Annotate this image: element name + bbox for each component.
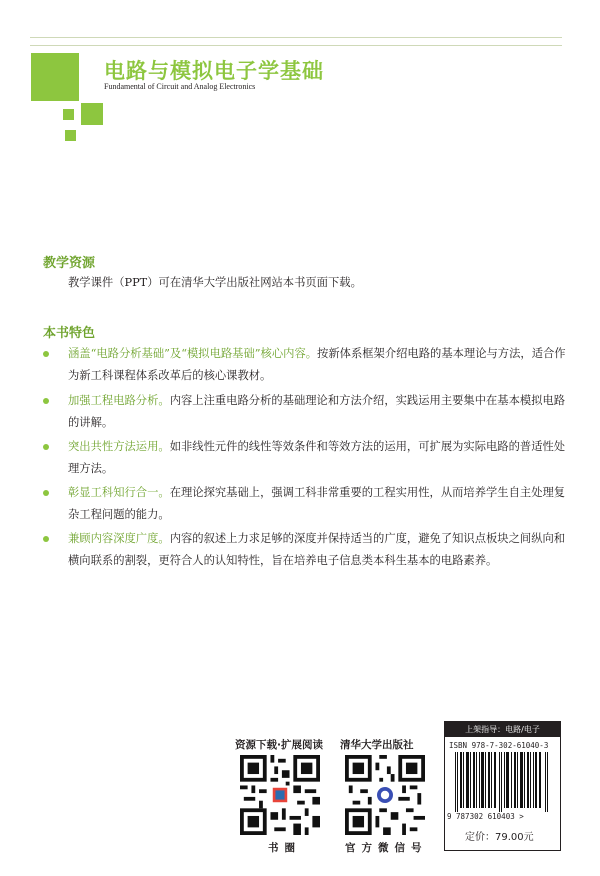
bullet-icon — [43, 490, 49, 496]
isbn-text: ISBN 978-7-302-61040-3 — [449, 741, 549, 750]
feature-highlight: 兼顾内容深度广度。 — [68, 532, 170, 545]
qr-code-left[interactable] — [240, 755, 320, 835]
feature-body: 在理论探究基础上，强调工科非常重要的工程实用性，从而培养学生自主处理复杂工程问题的能力。 — [68, 486, 566, 521]
feature-highlight: 加强工程电路分析。 — [68, 394, 170, 407]
feature-body: 按新体系框架介绍电路的基本理论与方法，适合作为新工科课程体系改革后的核心课教材。 — [68, 347, 566, 382]
feature-item — [68, 528, 568, 572]
top-rule-1 — [30, 37, 562, 38]
book-title-english: Fundamental of Circuit and Analog Electronics — [104, 82, 256, 91]
qr-right-caption: 官方微信号 — [345, 842, 428, 854]
resources-heading: 教学资源 — [43, 256, 96, 271]
logo-square-medium — [81, 103, 103, 125]
feature-body: 内容上注重电路分析的基础理论和方法介绍，实践运用主要集中在基本模拟电路的讲解。 — [68, 394, 566, 429]
feature-body: 如非线性元件的线性等效条件和等效方法的运用，可扩展为实际电路的普适性处理方法。 — [68, 440, 566, 475]
barcode-panel — [444, 721, 561, 851]
features-heading: 本书特色 — [43, 326, 96, 341]
feature-highlight: 突出共性方法运用。 — [68, 440, 170, 453]
feature-item — [68, 390, 568, 434]
feature-item — [68, 436, 568, 480]
shelving-category: 上架指导：电路/电子 — [445, 722, 560, 737]
bullet-icon — [43, 444, 49, 450]
qr-right-label: 清华大学出版社 — [340, 739, 414, 751]
top-rule-2 — [30, 45, 562, 46]
qr-left-caption: 书圈 — [268, 842, 301, 854]
book-title: 电路与模拟电子学基础 — [104, 58, 324, 83]
feature-item — [68, 482, 568, 526]
price: 定价：79.00元 — [465, 832, 534, 843]
logo-square-small-2 — [65, 130, 76, 141]
bullet-icon — [43, 351, 49, 357]
resources-text: 教学课件（PPT）可在清华大学出版社网站本书页面下载。 — [68, 276, 362, 289]
feature-body: 内容的叙述上力求足够的深度并保持适当的广度，避免了知识点板块之间纵向和横向联系的割裂，更符合人的认知特性，旨在培养电子信息类本科生基本的电路素养。 — [68, 532, 566, 567]
feature-highlight: 涵盖“电路分析基础”及“模拟电路基础”核心内容。 — [68, 347, 318, 360]
barcode-icon — [455, 752, 550, 812]
bullet-icon — [43, 398, 49, 404]
qr-code-right[interactable] — [345, 755, 425, 835]
logo-square-large — [31, 53, 79, 101]
feature-item — [68, 343, 568, 387]
feature-highlight: 彰显工科知行合一。 — [68, 486, 170, 499]
bullet-icon — [43, 536, 49, 542]
logo-square-small-1 — [63, 109, 74, 120]
qr-left-label: 资源下载·扩展阅读 — [235, 739, 323, 751]
barcode-digits: 9 787302 610403 > — [447, 812, 524, 821]
